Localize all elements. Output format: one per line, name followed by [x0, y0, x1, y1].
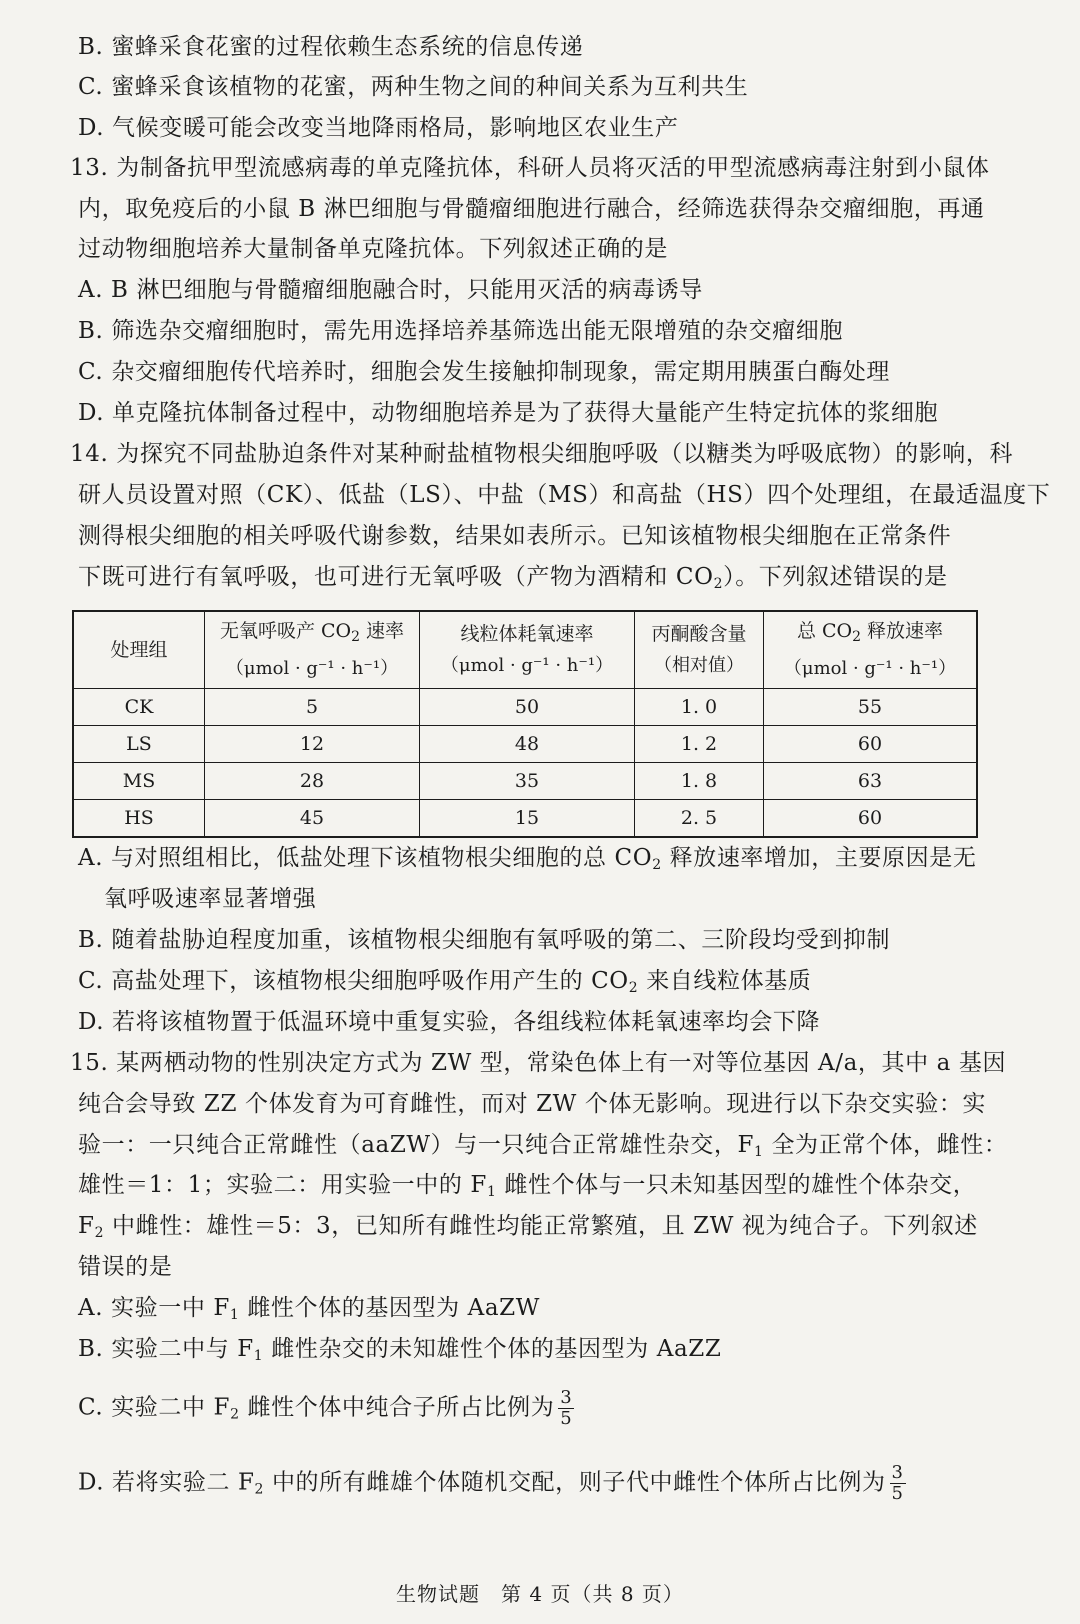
q14-stem-line-2: 研人员设置对照（CK）、低盐（LS）、中盐（MS）和高盐（HS）四个处理组，在最适温度下 — [78, 482, 1051, 508]
table-cell: MS — [73, 763, 205, 800]
q13-stem-line-2: 内，取免疫后的小鼠 B 淋巴细胞与骨髓瘤细胞进行融合，经筛选获得杂交瘤细胞，再通 — [78, 196, 985, 222]
table-cell: 15 — [420, 800, 635, 838]
header-total-co2: 总 $CO_2$ 释放速率 （μmol · g⁻¹ · h⁻¹） — [764, 611, 978, 689]
q12-option-c: C. 蜜蜂采食该植物的花蜜，两种生物之间的种间关系为互利共生 — [78, 74, 749, 100]
table-cell: 28 — [205, 763, 420, 800]
respiration-table — [72, 610, 978, 838]
q15-stem-line-4: 雄性＝1：1；实验二：用实验一中的 $F_1$ 雌性个体与一只未知基因型的雄性个体杂交， — [78, 1172, 977, 1200]
table-cell: 45 — [205, 800, 420, 838]
q15-stem-line-2: 纯合会导致 ZZ 个体发育为可育雌性，而对 ZW 个体无影响。现进行以下杂交实验：实 — [78, 1091, 987, 1117]
q14-stem-line-3: 测得根尖细胞的相关呼吸代谢参数，结果如表所示。已知该植物根尖细胞在正常条件 — [78, 523, 952, 549]
header-mito-o2: 线粒体耗氧速率 （μmol · g⁻¹ · h⁻¹） — [420, 611, 635, 689]
q14-option-a-line-1: A. 与对照组相比，低盐处理下该植物根尖细胞的总 $CO_2$ 释放速率增加，主要原因是无 — [78, 845, 977, 873]
q13-option-c: C. 杂交瘤细胞传代培养时，细胞会发生接触抑制现象，需定期用胰蛋白酶处理 — [78, 359, 891, 385]
table-row — [73, 726, 977, 763]
table-cell: 35 — [420, 763, 635, 800]
q15-option-a: A. 实验一中 $F_1$ 雌性个体的基因型为 AaZW — [78, 1295, 540, 1323]
table-row — [73, 800, 977, 838]
fraction-three-fifths: $\frac{3}{5}$ — [891, 1462, 904, 1504]
table-cell: 2. 5 — [635, 800, 764, 838]
header-pyruvate: 丙酮酸含量 （相对值） — [635, 611, 764, 689]
q15-option-c: C. 实验二中 $F_2$ 雌性个体中纯合子所占比例为 $\frac{3}{5}$ — [78, 1387, 573, 1429]
q14-option-b: B. 随着盐胁迫程度加重，该植物根尖细胞有氧呼吸的第二、三阶段均受到抑制 — [78, 927, 891, 953]
q15-stem-line-6: 错误的是 — [78, 1254, 173, 1280]
table-cell: 60 — [764, 800, 978, 838]
fraction-three-fifths: $\frac{3}{5}$ — [560, 1387, 573, 1429]
table-cell: 1. 2 — [635, 726, 764, 763]
header-anaerobic-co2: 无氧呼吸产 $CO_2$ 速率 （μmol · g⁻¹ · h⁻¹） — [205, 611, 420, 689]
table-cell: 1. 8 — [635, 763, 764, 800]
table-cell: CK — [73, 689, 205, 726]
table-cell: 5 — [205, 689, 420, 726]
table-cell: 50 — [420, 689, 635, 726]
table-cell: LS — [73, 726, 205, 763]
q15-stem-line-1: 15. 某两栖动物的性别决定方式为 ZW 型，常染色体上有一对等位基因 A/a，其中 a 基因 — [70, 1050, 1007, 1076]
q15-option-b: B. 实验二中与 $F_1$ 雌性杂交的未知雄性个体的基因型为 AaZZ — [78, 1336, 722, 1364]
table-row — [73, 689, 977, 726]
table-cell: 12 — [205, 726, 420, 763]
q14-option-d: D. 若将该植物置于低温环境中重复实验，各组线粒体耗氧速率均会下降 — [78, 1009, 821, 1035]
table-cell: 48 — [420, 726, 635, 763]
q15-stem-line-3: 验一：一只纯合正常雌性（aaZW）与一只纯合正常雄性杂交，$F_1$ 全为正常个体，雌性： — [78, 1132, 1008, 1160]
q13-stem-line-1: 13. 为制备抗甲型流感病毒的单克隆抗体，科研人员将灭活的甲型流感病毒注射到小鼠体 — [70, 155, 990, 181]
q14-stem-line-4: 下既可进行有氧呼吸，也可进行无氧呼吸（产物为酒精和 $CO_2$）。下列叙述错误的是 — [78, 564, 948, 592]
q15-option-d: D. 若将实验二 $F_2$ 中的所有雌雄个体随机交配，则子代中雌性个体所占比例为 $\frac{3}{5}$ — [78, 1462, 904, 1504]
table-cell: HS — [73, 800, 205, 838]
table-row — [73, 763, 977, 800]
table-header-row — [73, 611, 977, 689]
header-group: 处理组 — [73, 611, 205, 689]
q12-option-d: D. 气候变暖可能会改变当地降雨格局，影响地区农业生产 — [78, 115, 679, 141]
q14-stem-line-1: 14. 为探究不同盐胁迫条件对某种耐盐植物根尖细胞呼吸（以糖类为呼吸底物）的影响，科 — [70, 441, 1014, 467]
table-cell: 55 — [764, 689, 978, 726]
q15-stem-line-5: $F_2$ 中雌性：雄性＝5：3，已知所有雌性均能正常繁殖，且 ZW 视为纯合子。下列叙述 — [78, 1213, 978, 1241]
q13-stem-line-3: 过动物细胞培养大量制备单克隆抗体。下列叙述正确的是 — [78, 236, 668, 262]
q13-option-b: B. 筛选杂交瘤细胞时，需先用选择培养基筛选出能无限增殖的杂交瘤细胞 — [78, 318, 843, 344]
table-cell: 1. 0 — [635, 689, 764, 726]
q14-option-c: C. 高盐处理下，该植物根尖细胞呼吸作用产生的 $CO_2$ 来自线粒体基质 — [78, 968, 812, 996]
q12-option-b: B. 蜜蜂采食花蜜的过程依赖生态系统的信息传递 — [78, 34, 584, 60]
q14-option-a-line-2: 氧呼吸速率显著增强 — [104, 886, 317, 912]
table-cell: 60 — [764, 726, 978, 763]
table-cell: 63 — [764, 763, 978, 800]
q13-option-d: D. 单克隆抗体制备过程中，动物细胞培养是为了获得大量能产生特定抗体的浆细胞 — [78, 400, 939, 426]
q13-option-a: A. B 淋巴细胞与骨髓瘤细胞融合时，只能用灭活的病毒诱导 — [78, 277, 703, 303]
page-footer: 生物试题 第 4 页（共 8 页） — [396, 1582, 684, 1606]
